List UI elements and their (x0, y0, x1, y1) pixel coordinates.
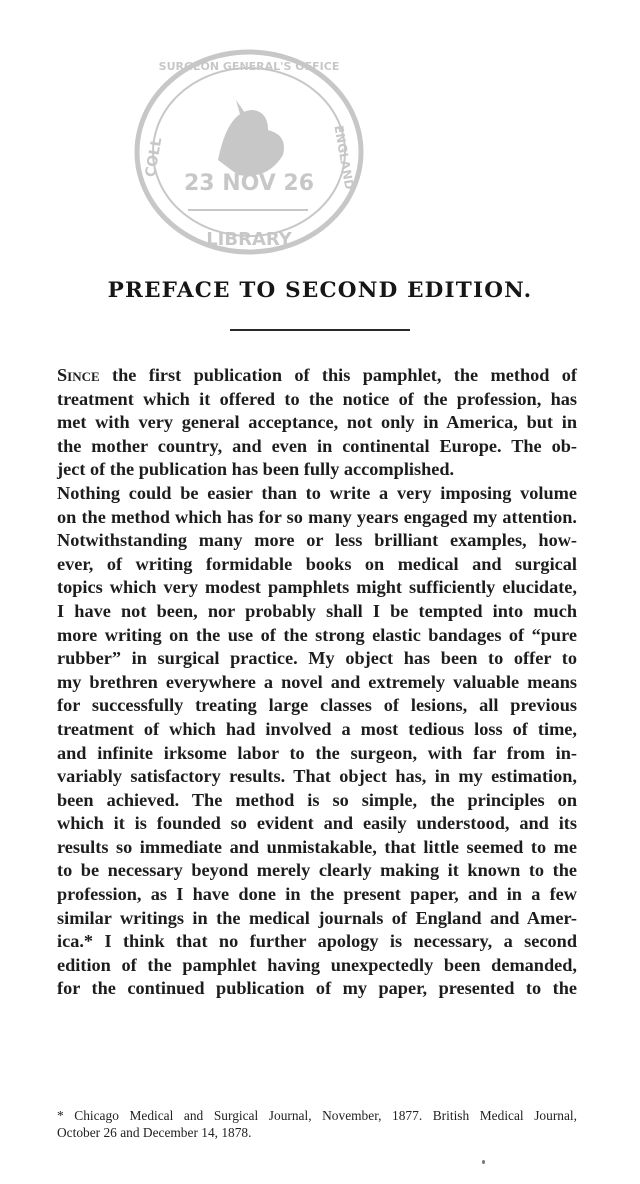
text-line: profession, as I have done in the present paper, and in a few (57, 884, 577, 905)
text-line: treatment of which had involved a most tedious loss of time, (57, 718, 577, 739)
text-line: more writing on the use of the strong elastic bandages of “pure (57, 624, 577, 645)
text-line: Since the first publication of this pamphlet, the method of (57, 365, 577, 385)
footnote-line: * Chicago Medical and Surgical Journal, November, 1877. British Medical Journal, (57, 1108, 577, 1123)
text-line: treatment which it offered to the notice of the profession, has (57, 388, 577, 409)
text-line: ica.* I think that no further apology is necessary, a second (57, 931, 577, 952)
text-line: rubber” in surgical practice. My object has been to offer to (57, 648, 577, 669)
stamp-arc-text: SURGEON GENERAL'S OFFICE (158, 60, 340, 73)
stamp-left-text: COLL (142, 136, 166, 179)
text-line: my brethren everywhere a novel and extremely valuable means (57, 671, 577, 692)
text-line: been achieved. The method is so simple, the principles on (57, 789, 577, 810)
text-line: for successfully treating large classes of lesions, all previous (57, 695, 577, 716)
text-line: similar writings in the medical journals of England and Amer- (57, 907, 577, 928)
text-line: Nothing could be easier than to write a very imposing volume (57, 482, 577, 503)
text-line: variably satisfactory results. That object has, in my estimation, (57, 766, 577, 787)
library-stamp-graphic (118, 40, 380, 270)
text-line: which it is founded so evident and easily understood, and its (57, 813, 577, 834)
text-line: and infinite irksome labor to the surgeon, with far from in- (57, 742, 577, 763)
text-line: I have not been, nor probably shall I be tempted into much (57, 600, 577, 621)
drop-word: Since (57, 365, 100, 385)
text-line: ject of the publication has been fully accomplished. (57, 459, 455, 480)
text-line: topics which very modest pamphlets might sufficiently elucidate, (57, 577, 577, 598)
stamp-date: 23 NOV 26 (183, 171, 315, 196)
text-line: to be necessary beyond merely clearly making it known to the (57, 860, 577, 881)
library-stamp (118, 40, 380, 270)
text-line: for the continued publication of my paper, presented to the (57, 978, 577, 999)
text-line: on the method which has for so many years engaged my attention. (57, 506, 577, 527)
heading-divider (230, 329, 410, 331)
text-line: Notwithstanding many more or less brilliant examples, how- (57, 530, 577, 551)
preface-paragraph (57, 364, 577, 1001)
text-line: ever, of writing formidable books on medical and surgical (57, 553, 577, 574)
paper-speck (482, 1160, 485, 1164)
text-line: met with very general acceptance, not only in America, but in (57, 412, 577, 433)
text-line: the mother country, and even in continental Europe. The ob- (57, 435, 577, 456)
page-heading: PREFACE TO SECOND EDITION. (107, 278, 533, 303)
stamp-bottom-text: LIBRARY (206, 229, 292, 250)
text-line: results so immediate and unmistakable, that little seemed to me (57, 836, 577, 857)
stamp-right-text: ENGLAND (331, 124, 357, 191)
footnote (57, 1107, 577, 1141)
text-line: edition of the pamphlet having unexpectedly been demanded, (57, 954, 577, 975)
footnote-line: October 26 and December 14, 1878. (57, 1125, 252, 1140)
